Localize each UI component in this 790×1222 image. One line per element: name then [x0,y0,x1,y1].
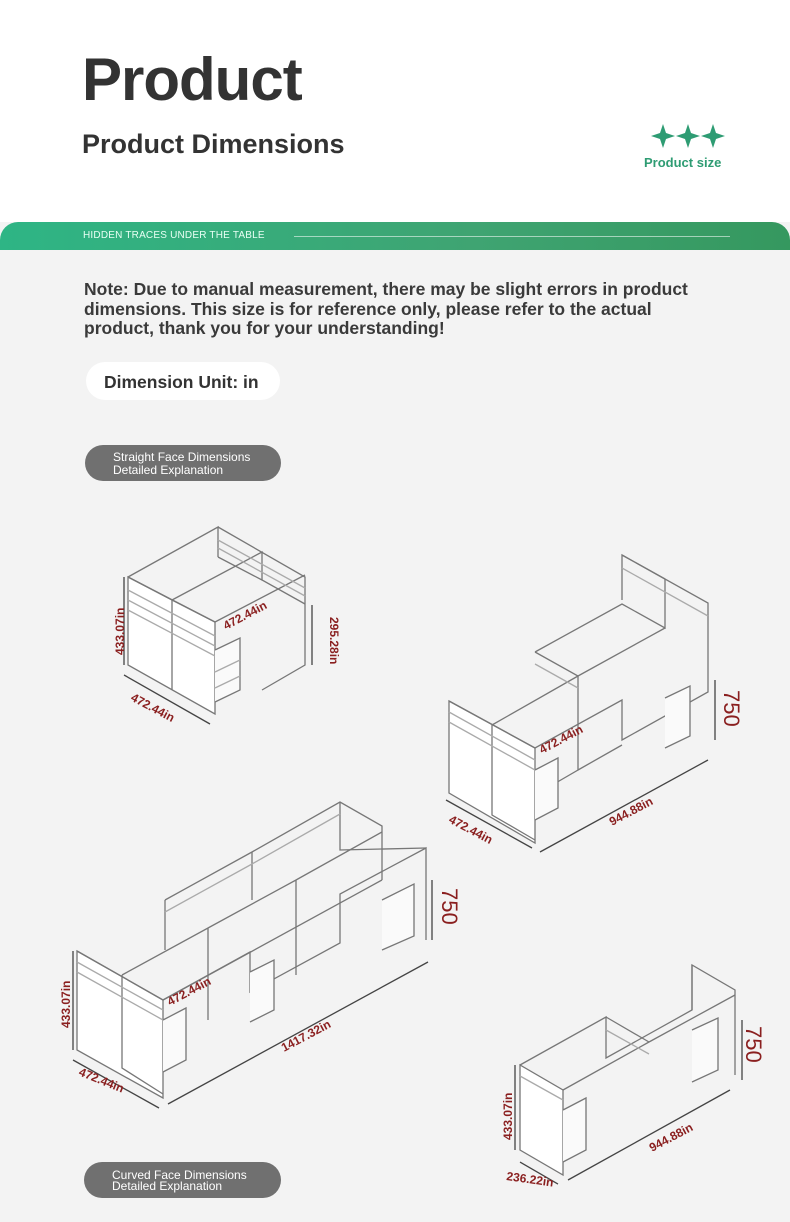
workstation-diagram-3 [73,802,432,1108]
fig4-height-mm-label: 750 [741,1026,766,1063]
measurement-note: Note: Due to manual measurement, there may be slight errors in product dimensions. This size is for reference only, please refer to the actual product, thank you for your understanding! [84,279,688,338]
fig2-top-depth-label: 472.44in [536,722,586,757]
band-text: HIDDEN TRACES UNDER THE TABLE [83,230,265,241]
fig4-depth-label: 236.22in [505,1169,555,1190]
curved-face-line2: Detailed Explanation [112,1179,223,1193]
product-size-label: Product size [644,155,722,170]
dimension-unit-label: Dimension Unit: in [104,372,259,392]
fig1-top-depth-label: 472.44in [220,598,270,633]
fig2-depth-label: 472.44in [446,812,495,847]
fig1-height-label: 433.07in [113,607,127,655]
page-title: Product [82,46,302,113]
fig2-length-label: 944.88in [606,794,656,829]
fig1-width-label: 472.44in [128,690,177,725]
page-subtitle: Product Dimensions [82,129,345,159]
fig3-top-depth-label: 472.44in [164,974,214,1009]
fig2-height-label: 750 [719,690,744,727]
fig3-depth-label: 472.44in [76,1064,127,1096]
fig4-height-label: 433.07in [501,1092,515,1140]
workstation-diagram-1 [124,527,312,724]
workstation-diagram-4 [515,965,742,1184]
straight-face-line2: Detailed Explanation [113,463,224,477]
straight-face-line1: Straight Face Dimensions [113,450,251,464]
fig1-side-label: 295.28in [327,617,341,665]
workstation-diagram-2 [446,555,715,852]
fig3-length-label: 1417.32in [278,1016,334,1055]
fig3-height-label: 433.07in [59,980,73,1028]
fig3-height-mm-label: 750 [437,888,462,925]
curved-face-line1: Curved Face Dimensions [112,1168,247,1182]
fig4-length-label: 944.88in [646,1120,696,1155]
